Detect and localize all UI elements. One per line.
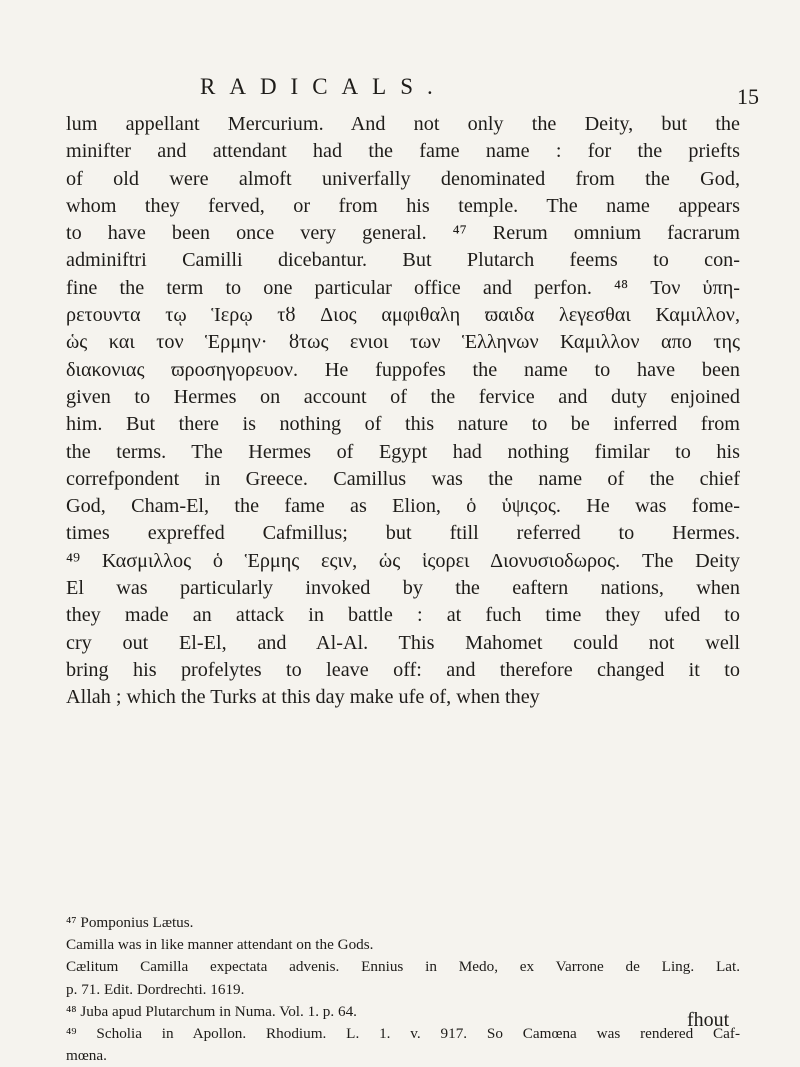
footnotes <box>66 912 740 1067</box>
footnote-line: Camilla was in like manner attendant on the Gods. <box>66 936 374 954</box>
text-line: they made an attack in battle : at fuch time they ufed to <box>66 604 740 627</box>
footnote-line: ⁴⁷ Pomponius Lætus. <box>66 914 194 931</box>
footnote-line: Cælitum Camilla expectata advenis. Ennius in Medo, ex Varrone de Ling. Lat. <box>66 958 740 976</box>
text-line: whom they ferved, or from his temple. The name appears <box>66 194 740 217</box>
page-number: 15 <box>737 84 759 109</box>
footnote-line: ⁴⁹ Scholia in Apollon. Rhodium. L. 1. v. 917. So Camœna was rendered Caf- <box>66 1024 740 1042</box>
text-line: fine the term to one particular office and perfon. ⁴⁸ Τον ὑπη- <box>66 276 740 299</box>
text-line: given to Hermes on account of the fervice and duty enjoined <box>66 385 740 408</box>
text-line: bring his profelytes to leave off: and therefore changed it to <box>66 658 740 681</box>
text-line: of old were almoft univerfally denominated from the God, <box>66 167 740 190</box>
footnote-line: mœna. <box>66 1047 107 1065</box>
main-text <box>66 111 740 712</box>
text-line: to have been once very general. ⁴⁷ Rerum omnium facrarum <box>66 222 740 245</box>
text-line: the terms. The Hermes of Egypt had nothing fimilar to his <box>66 440 740 463</box>
footnote-line: ⁴⁸ Juba apud Plutarchum in Numa. Vol. 1. p. 64. <box>66 1002 357 1020</box>
text-line: him. But there is nothing of this nature to be inferred from <box>66 413 740 436</box>
footnote-line: p. 71. Edit. Dordrechti. 1619. <box>66 980 245 998</box>
text-line: God, Cham-El, the fame as Elion, ὁ ὑψιςος. He was fome- <box>66 495 740 518</box>
greek-text-line: ὡς και τον Ἑρμην· ȣτως ενιοι των Ἑλληνων Καμιλλον απο της <box>66 331 740 354</box>
greek-text-line: ρετουντα τῳ Ἱερῳ τȣ Διος αμφιθαλη ϖαιδα λεγεσθαι Καμιλλον, <box>66 304 740 327</box>
catchword: fhout <box>687 1009 730 1031</box>
text-line: correfpondent in Greece. Camillus was the name of the chief <box>66 467 740 490</box>
text-line: times expreffed Cafmillus; but ftill referred to Hermes. <box>66 522 740 545</box>
text-line: lum appellant Mercurium. And not only the Deity, but the <box>66 113 740 135</box>
text-line: διακονιας ϖροσηγορευον. He fuppofes the name to have been <box>66 358 740 381</box>
text-line: Allah ; which the Turks at this day make ufe of, when they <box>66 686 540 709</box>
text-line: El was particularly invoked by the eaftern nations, when <box>66 577 740 600</box>
text-line: ⁴⁹ Κασμιλλος ὁ Ἑρμης εςιν, ὡς ἱςορει Διονυσιοδωρος. The Deity <box>66 549 740 572</box>
text-line: minifter and attendant had the fame name : for the priefts <box>66 140 740 163</box>
running-head: RADICALS. <box>200 74 447 99</box>
text-line: cry out El-El, and Al-Al. This Mahomet could not well <box>66 631 740 654</box>
text-line: adminiftri Camilli dicebantur. But Plutarch feems to con- <box>66 249 740 272</box>
